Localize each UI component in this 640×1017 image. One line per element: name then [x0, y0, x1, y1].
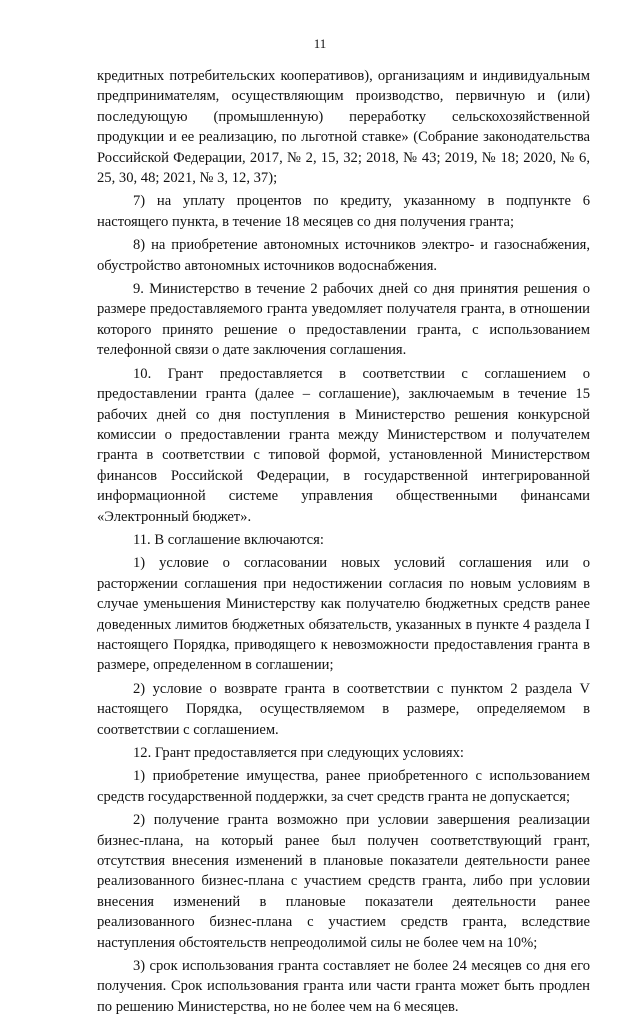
- paragraph: 2) получение гранта возможно при условии завершения реализации бизнес-плана, на который ранее был получен соответствующий грант, отсутствия внесения изменений в плановые показатели деятельности ранее реализованного бизнес-плана с участием средств гранта, либо при условии внесения изменений в плановые показатели деятельности ранее реализованного бизнес-плана с участием средств гранта, вследствие наступления обстоятельств непреодолимой силы не более чем на 10%;: [97, 812, 590, 951]
- page-number: 11: [313, 36, 327, 51]
- document-body: [97, 66, 590, 1017]
- paragraph: 3) срок использования гранта составляет не более 24 месяцев со дня его получения. Срок использования гранта или части гранта может быть продлен по решению Министерства, но не более чем на 6 месяцев.: [97, 958, 590, 1015]
- paragraph: 9. Министерство в течение 2 рабочих дней со дня принятия решения о размере предоставляемого гранта уведомляет получателя гранта, в отношении которого принято решение о предоставлении гранта, с использованием телефонной связи о дате заключения соглашения.: [97, 281, 590, 359]
- paragraph: 11. В соглашение включаются:: [133, 531, 324, 548]
- paragraph: 8) на приобретение автономных источников электро- и газоснабжения, обустройство автономных источников водоснабжения.: [97, 237, 590, 274]
- paragraph: 1) условие о согласовании новых условий соглашения или о расторжении соглашения при недостижении согласия по новым условиям в случае уменьшения Министерству как получателю бюджетных средств ранее доведенных лимитов бюджетных обязательств, указанных в пункте 4 раздела I настоящего Порядка, приводящего к невозможности предоставления гранта в размере, определенном в соглашении;: [97, 555, 590, 674]
- paragraph: 7) на уплату процентов по кредиту, указанному в подпункте 6 настоящего пункта, в течение 18 месяцев со дня получения гранта;: [97, 193, 590, 230]
- paragraph: 1) приобретение имущества, ранее приобретенного с использованием средств государственной поддержки, за счет средств гранта не допускается;: [97, 768, 590, 805]
- paragraph: кредитных потребительских кооперативов), организациям и индивидуальным предпринимателям, осуществляющим производство, первичную и (или) последующую (промышленную) переработку сельскохозяйственной продукции и ее реализацию, по льготной ставке» (Собрание законодательства Российской Федерации, 2017, № 2, 15, 32; 2018, № 43; 2019, № 18; 2020, № 6, 25, 30, 48; 2021, № 3, 12, 37);: [97, 68, 590, 187]
- paragraph: 10. Грант предоставляется в соответствии с соглашением о предоставлении гранта (далее – соглашение), заключаемым в течение 15 рабочих дней со дня поступления в Министерство решения конкурсной комиссии о предоставлении гранта между Министерством и получателем гранта в соответствии с типовой формой, установленной Министерством финансов Российской Федерации, в государственной интегрированной информационной системе управления общественными финансами «Электронный бюджет».: [97, 365, 590, 525]
- paragraph: 2) условие о возврате гранта в соответствии с пунктом 2 раздела V настоящего Порядка, осуществляемом в размере, определяемом в соответствии с соглашением.: [97, 680, 590, 738]
- paragraph: 12. Грант предоставляется при следующих условиях:: [133, 745, 464, 761]
